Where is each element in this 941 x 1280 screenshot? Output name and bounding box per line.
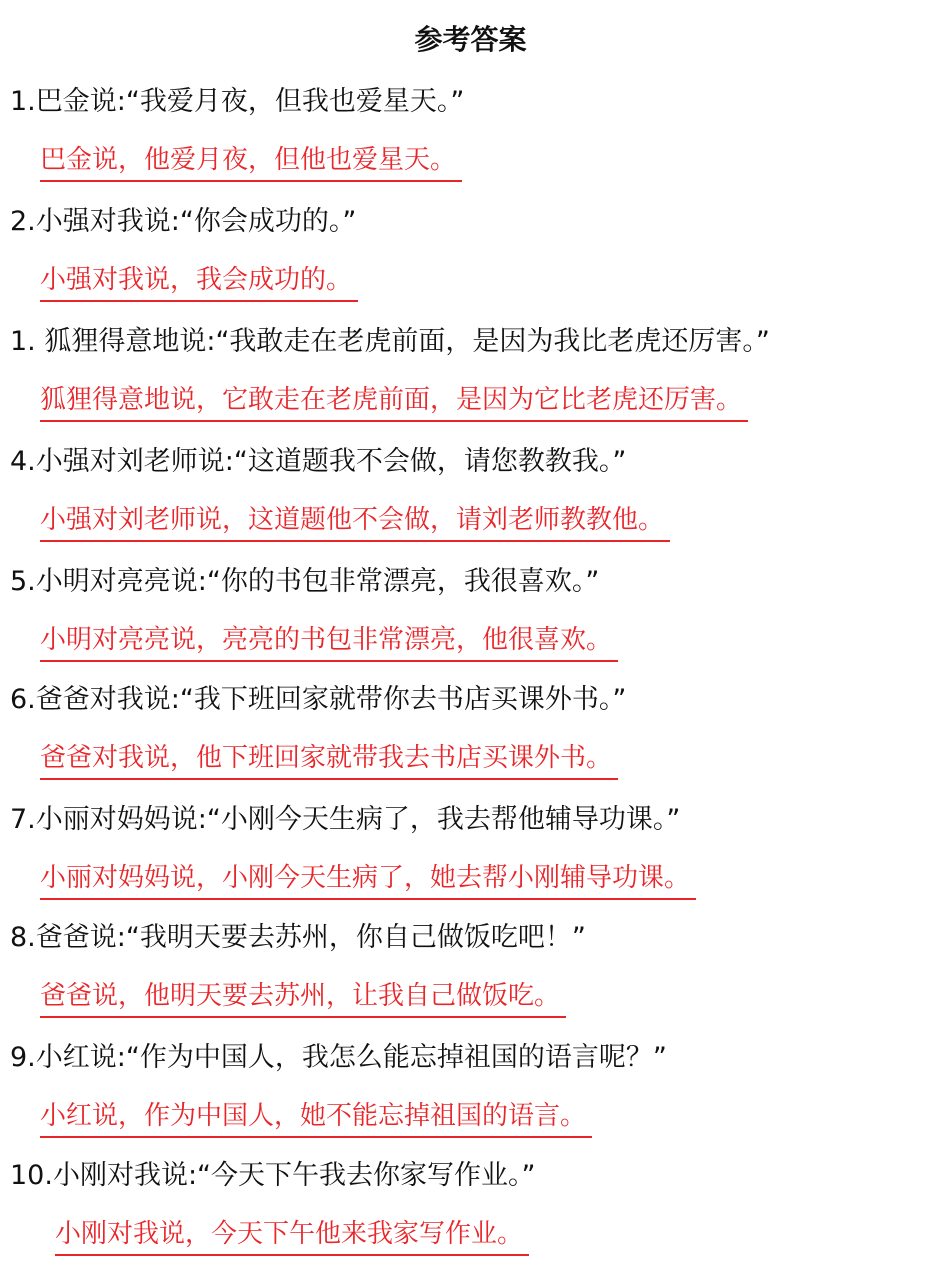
answer-underline	[40, 660, 618, 662]
answer-underline	[40, 1136, 592, 1138]
question-text: 4.小强对刘老师说:“这道题我不会做，请您教教我。”	[10, 446, 627, 477]
answer-text: 小刚对我说，今天下午他来我家写作业。	[55, 1219, 524, 1249]
answer-text: 巴金说，他爱月夜，但他也爱星天。	[40, 145, 457, 175]
answer-text: 小红说，作为中国人，她不能忘掉祖国的语言。	[40, 1101, 587, 1131]
question-text: 7.小丽对妈妈说:“小刚今天生病了，我去帮他辅导功课。”	[10, 804, 681, 835]
question-text: 8.爸爸说:“我明天要去苏州，你自己做饭吃吧！”	[10, 922, 586, 953]
answer-underline	[40, 180, 462, 182]
answer-text: 小丽对妈妈说，小刚今天生病了，她去帮小刚辅导功课。	[40, 863, 691, 893]
answer-underline	[40, 300, 358, 302]
question-text: 5.小明对亮亮说:“你的书包非常漂亮，我很喜欢。”	[10, 566, 600, 597]
answer-text: 狐狸得意地说，它敢走在老虎前面，是因为它比老虎还厉害。	[40, 385, 743, 415]
question-text: 9.小红说:“作为中国人，我怎么能忘掉祖国的语言呢？”	[10, 1042, 667, 1073]
answer-text: 小强对刘老师说，这道题他不会做，请刘老师教教他。	[40, 505, 665, 535]
answer-underline	[40, 1016, 566, 1018]
answer-text: 小强对我说，我会成功的。	[40, 265, 353, 295]
page-title: 参考答案	[414, 23, 527, 56]
answer-underline	[55, 1254, 529, 1256]
answer-text: 爸爸对我说，他下班回家就带我去书店买课外书。	[40, 743, 613, 773]
question-text: 1. 狐狸得意地说:“我敢走在老虎前面，是因为我比老虎还厉害。”	[10, 326, 770, 357]
question-text: 1.巴金说:“我爱月夜，但我也爱星天。”	[10, 86, 465, 117]
question-text: 2.小强对我说:“你会成功的。”	[10, 206, 357, 237]
answer-text: 爸爸说，他明天要去苏州，让我自己做饭吃。	[40, 981, 561, 1011]
question-text: 10.小刚对我说:“今天下午我去你家写作业。”	[10, 1160, 536, 1191]
answer-text: 小明对亮亮说，亮亮的书包非常漂亮，他很喜欢。	[40, 625, 613, 655]
answer-underline	[40, 540, 670, 542]
answer-underline	[40, 898, 696, 900]
answer-underline	[40, 778, 618, 780]
question-text: 6.爸爸对我说:“我下班回家就带你去书店买课外书。”	[10, 684, 627, 715]
answer-underline	[40, 420, 748, 422]
